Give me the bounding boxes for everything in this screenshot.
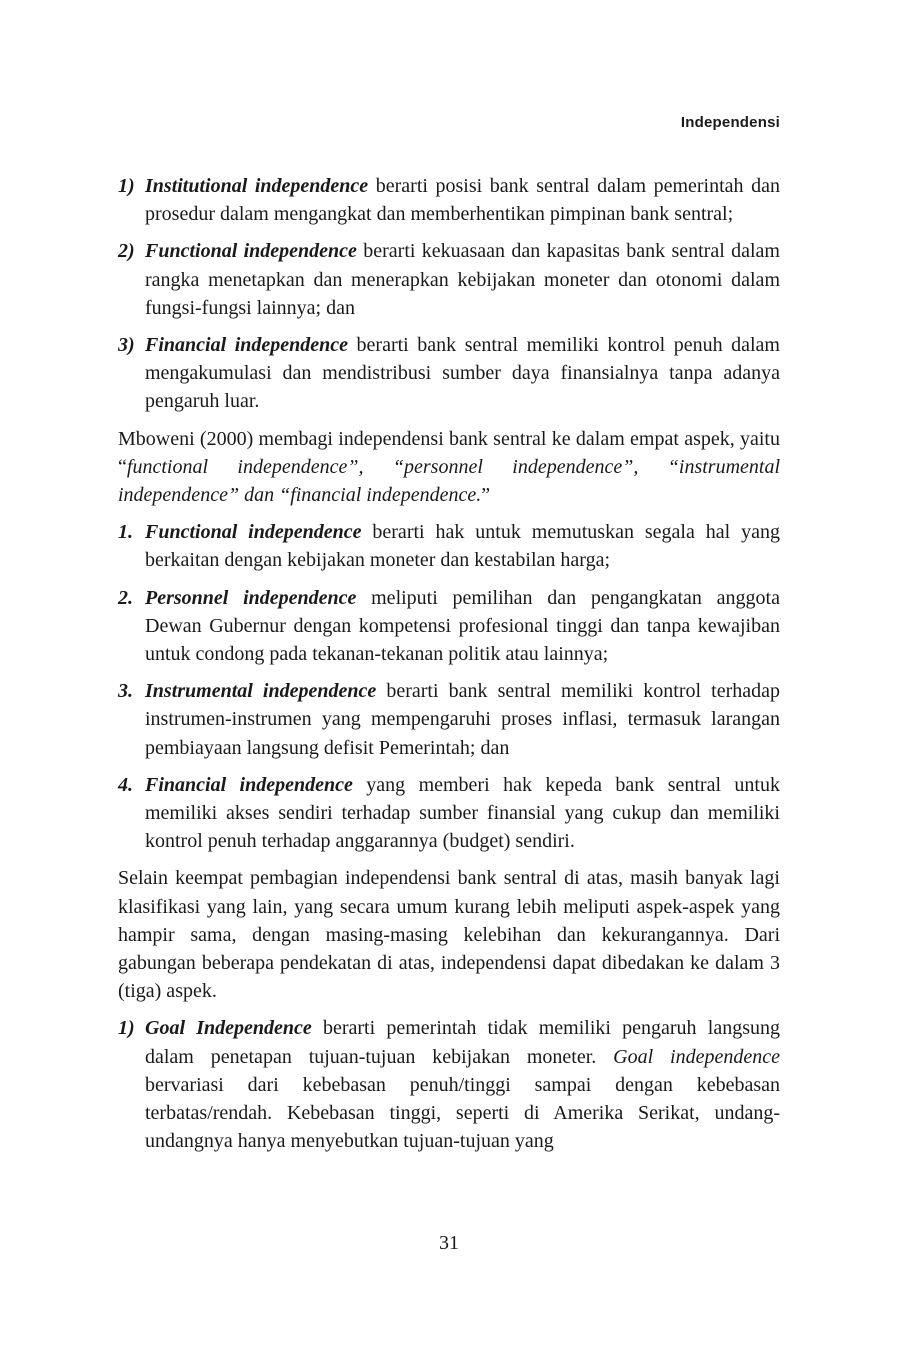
page-body bbox=[118, 172, 780, 1165]
list-number: 1) bbox=[118, 1017, 135, 1040]
term: Personnel independence bbox=[145, 586, 357, 609]
list-number: 2) bbox=[118, 240, 135, 263]
mboweni-paragraph: Mboweni (2000) membagi independensi bank sentral ke dalam empat aspek, yaitu “functional independence”, “personnel independence”, “instrumental independence” dan “financial independence.” bbox=[118, 427, 780, 507]
list-item bbox=[118, 237, 780, 322]
list-item bbox=[118, 518, 780, 574]
mboweni-aspects-list bbox=[118, 518, 780, 855]
list-item bbox=[118, 771, 780, 856]
definition: berarti bank sentral memiliki kontrol penuh dalam mengakumulasi dan mendistribusi sumber daya finansialnya tanpa adanya pengaruh luar. bbox=[145, 334, 780, 413]
list-item bbox=[118, 331, 780, 416]
term: Financial independence bbox=[145, 334, 348, 357]
institutional-aspects-list bbox=[118, 172, 780, 416]
definition: berarti bank sentral memiliki kontrol terhadap instrumen-instrumen yang mempengaruhi proses inflasi, termasuk larangan pembiayaan langsung defisit Pemerintah; dan bbox=[145, 680, 780, 759]
list-item: 1) Goal Independence berarti pemerintah tidak memiliki pengaruh langsung dalam penetapan tujuan-tujuan kebijakan moneter. Goal independence bervariasi dari kebebasan penuh/tinggi sampai dengan kebebasan terbatas/rendah. Kebebasan tinggi, seperti di Amerika Serikat, undang-undangnya hanya menyebutkan tujuan-tujuan yang bbox=[118, 1014, 780, 1155]
term: Financial independence bbox=[145, 773, 353, 796]
definition: berarti kekuasaan dan kapasitas bank sentral dalam rangka menetapkan dan menerapkan kebijakan moneter dan otonomi dalam fungsi-fungsi lainnya; dan bbox=[145, 240, 780, 319]
list-number: 2. bbox=[118, 586, 133, 609]
list-item bbox=[118, 584, 780, 669]
summary-paragraph: Selain keempat pembagian independensi bank sentral di atas, masih banyak lagi klasifikasi yang lain, yang secara umum kurang lebih meliputi aspek-aspek yang hampir sama, dengan masing-masing kelebihan dan kekurangannya. Dari gabungan beberapa pendekatan di atas, independensi dapat dibedakan ke dalam 3 (tiga) aspek. bbox=[118, 867, 780, 1003]
term: Goal Independence bbox=[145, 1017, 312, 1040]
list-item bbox=[118, 172, 780, 228]
term: Functional independence bbox=[145, 521, 362, 544]
list-number: 3. bbox=[118, 680, 133, 703]
definition: meliputi pemilihan dan pengangkatan anggota Dewan Gubernur dengan kompetensi profesional tinggi dan tanpa kewajiban untuk condong pada tekanan-tekanan politik atau lainnya; bbox=[145, 586, 780, 666]
definition: yang memberi hak kepeda bank sentral untuk memiliki akses sendiri terhadap sumber finansial yang cukup dan memiliki kontrol penuh terhadap anggarannya (budget) sendiri. bbox=[145, 773, 780, 853]
three-aspects-list bbox=[118, 1014, 780, 1155]
list-number: 4. bbox=[118, 773, 133, 796]
list-item bbox=[118, 677, 780, 762]
term: Functional independence bbox=[145, 240, 357, 263]
list-number: 1) bbox=[118, 175, 135, 197]
running-head: Independensi bbox=[680, 114, 780, 131]
list-number: 3) bbox=[118, 334, 135, 357]
definition: berarti posisi bank sentral dalam pemerintah dan prosedur dalam mengangkat dan memberhentikan pimpinan bank sentral; bbox=[145, 175, 780, 226]
list-number: 1. bbox=[118, 521, 133, 544]
page-number: 31 bbox=[439, 1232, 459, 1254]
definition: berarti hak untuk memutuskan segala hal yang berkaitan dengan kebijakan moneter dan kestabilan harga; bbox=[145, 521, 780, 572]
term: Institutional independence bbox=[145, 175, 369, 197]
term: Instrumental independence bbox=[145, 680, 377, 703]
